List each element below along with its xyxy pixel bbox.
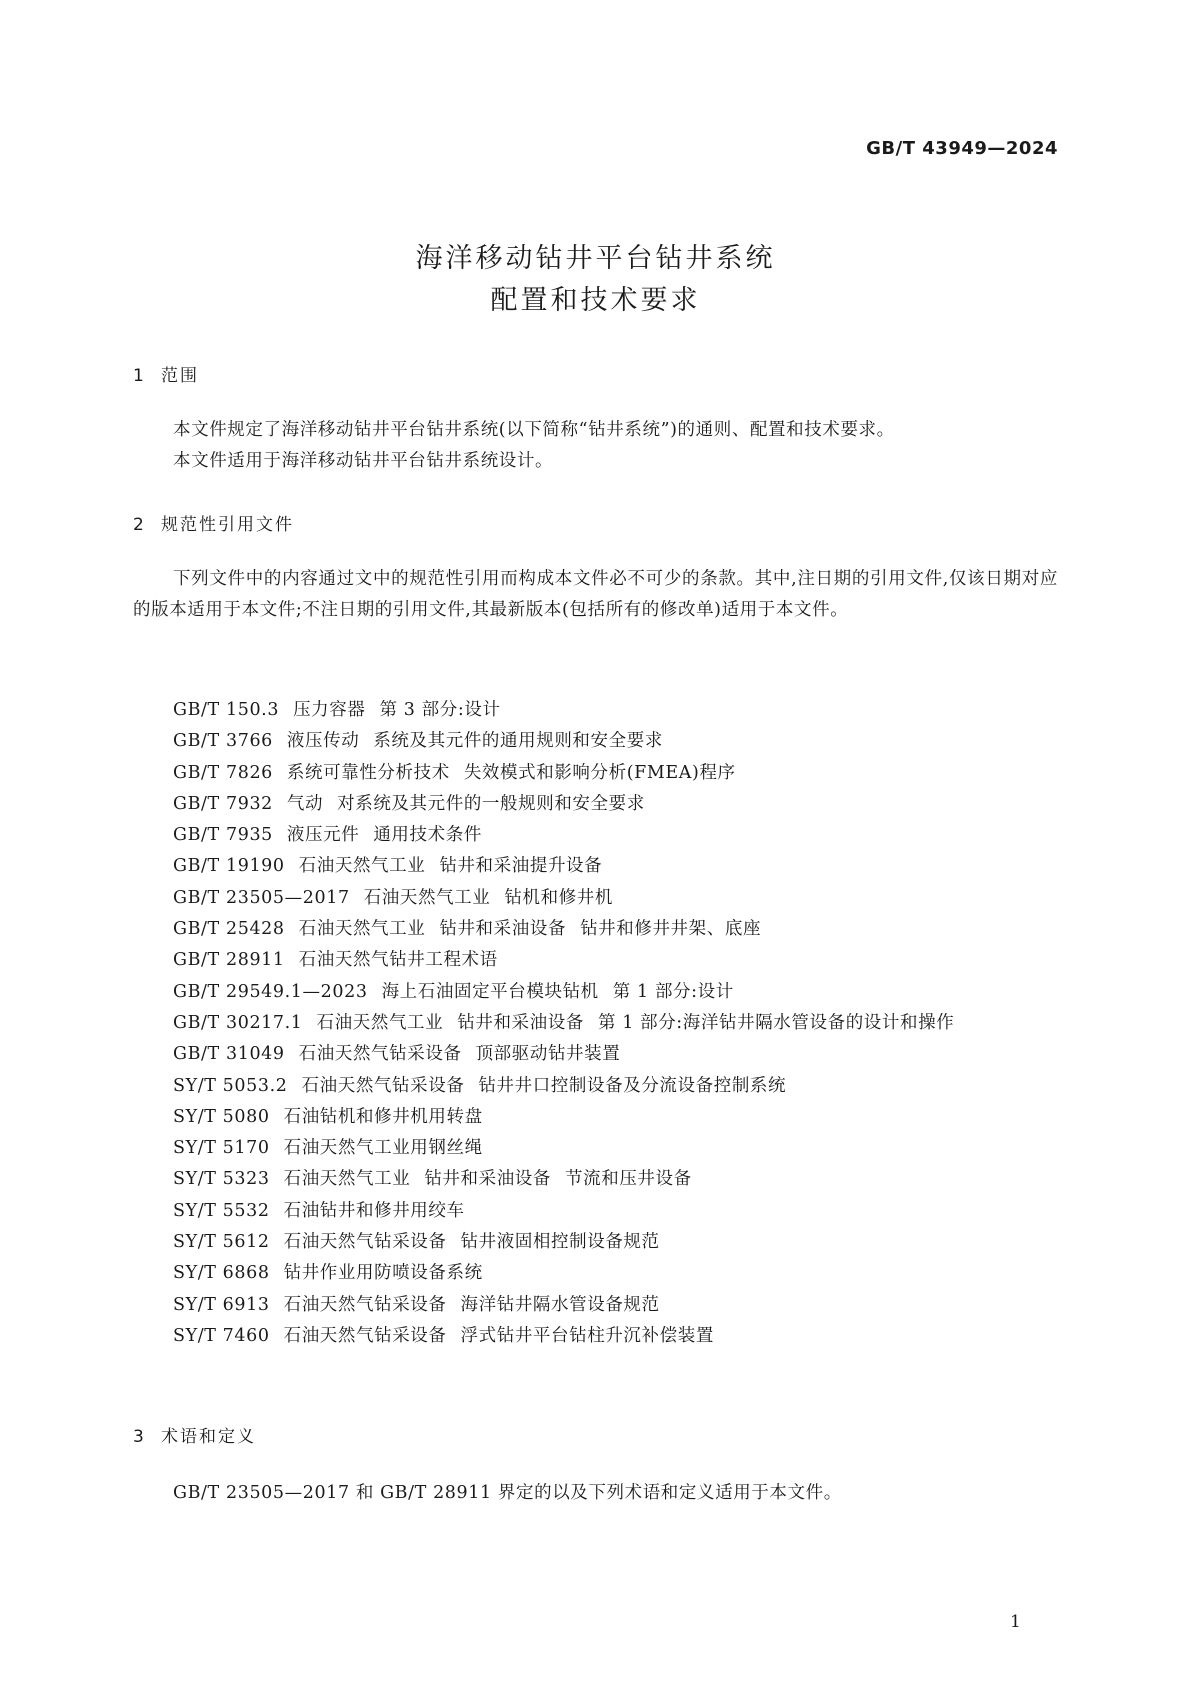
reference-item: GB/T 7826 系统可靠性分析技术 失效模式和影响分析(FMEA)程序 xyxy=(173,762,736,783)
section-1-heading xyxy=(133,361,199,386)
reference-item: GB/T 29549.1—2023 海上石油固定平台模块钻机 第 1 部分:设计 xyxy=(173,981,734,1002)
reference-item: SY/T 5053.2 石油天然气钻采设备 钻井井口控制设备及分流设备控制系统 xyxy=(173,1075,787,1096)
section-title: 规范性引用文件 xyxy=(161,515,294,535)
document-title xyxy=(0,238,1191,322)
reference-item: SY/T 5532 石油钻井和修井用绞车 xyxy=(173,1200,465,1221)
reference-item: GB/T 7932 气动 对系统及其元件的一般规则和安全要求 xyxy=(173,793,645,814)
section-1-para-2: 本文件适用于海洋移动钻井平台钻井系统设计。 xyxy=(173,451,554,471)
section-3-heading xyxy=(133,1422,256,1447)
section-number: 3 xyxy=(133,1427,144,1447)
section-2-intro: 下列文件中的内容通过文中的规范性引用而构成本文件必不可少的条款。其中,注日期的引用文件,仅该日期对应的版本适用于本文件;不注日期的引用文件,其最新版本(包括所有的修改单)适用于本文件。 xyxy=(133,569,1058,620)
reference-item: SY/T 7460 石油天然气钻采设备 浮式钻井平台钻柱升沉补偿装置 xyxy=(173,1325,714,1346)
reference-item: SY/T 5170 石油天然气工业用钢丝绳 xyxy=(173,1138,483,1159)
reference-item: GB/T 19190 石油天然气工业 钻井和采油提升设备 xyxy=(173,856,603,877)
section-title: 范围 xyxy=(161,366,199,386)
reference-item: GB/T 23505—2017 石油天然气工业 钻机和修井机 xyxy=(173,887,613,908)
section-title: 术语和定义 xyxy=(161,1427,256,1447)
section-3-para-1: GB/T 23505—2017 和 GB/T 28911 界定的以及下列术语和定义适用于本文件。 xyxy=(173,1483,842,1503)
reference-item: GB/T 28911 石油天然气钻井工程术语 xyxy=(173,950,498,971)
section-1-para-1: 本文件规定了海洋移动钻井平台钻井系统(以下简称“钻井系统”)的通则、配置和技术要求。 xyxy=(173,420,895,440)
reference-item: GB/T 25428 石油天然气工业 钻井和采油设备 钻井和修井井架、底座 xyxy=(173,919,762,940)
normative-references-list xyxy=(133,695,1058,1352)
reference-item: SY/T 5080 石油钻机和修井机用转盘 xyxy=(173,1106,483,1127)
page-number: 1 xyxy=(1010,1612,1021,1632)
standard-number: GB/T 43949—2024 xyxy=(866,138,1058,159)
reference-item: GB/T 3766 液压传动 系统及其元件的通用规则和安全要求 xyxy=(173,731,663,752)
reference-item: SY/T 5612 石油天然气钻采设备 钻井液固相控制设备规范 xyxy=(173,1232,660,1253)
reference-item: GB/T 7935 液压元件 通用技术条件 xyxy=(173,825,482,846)
section-number: 2 xyxy=(133,515,144,535)
reference-item: SY/T 6913 石油天然气钻采设备 海洋钻井隔水管设备规范 xyxy=(173,1294,660,1315)
title-line-2: 配置和技术要求 xyxy=(490,285,701,316)
reference-item: GB/T 30217.1 石油天然气工业 钻井和采油设备 第 1 部分:海洋钻井隔水管设备的设计和操作 xyxy=(173,1012,955,1033)
section-number: 1 xyxy=(133,366,144,386)
reference-item: GB/T 31049 石油天然气钻采设备 顶部驱动钻井装置 xyxy=(173,1044,621,1065)
reference-item: SY/T 6868 钻井作业用防喷设备系统 xyxy=(173,1263,483,1284)
section-2-heading xyxy=(133,510,294,535)
title-line-1: 海洋移动钻井平台钻井系统 xyxy=(415,243,776,274)
reference-item: SY/T 5323 石油天然气工业 钻井和采油设备 节流和压井设备 xyxy=(173,1169,692,1190)
reference-item: GB/T 150.3 压力容器 第 3 部分:设计 xyxy=(173,700,501,720)
